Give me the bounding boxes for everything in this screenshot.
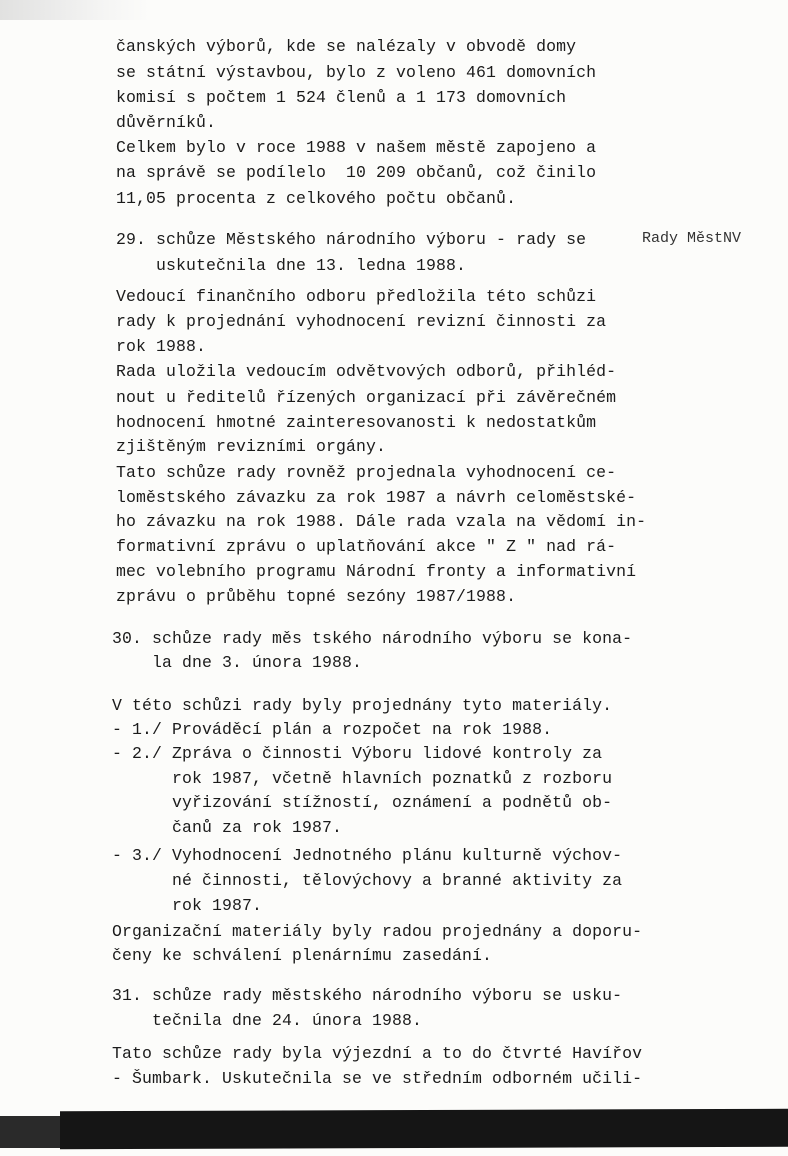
section-heading: tečnila dne 24. února 1988. <box>112 1011 423 1030</box>
text-line: rady k projednání vyhodnocení revizní činnosti za <box>116 312 607 331</box>
section-heading: uskutečnila dne 13. ledna 1988. <box>116 256 467 275</box>
text-line: zjištěným revizními orgány. <box>116 437 387 456</box>
text-line: Celkem bylo v roce 1988 v našem městě zapojeno a <box>116 138 597 157</box>
text-line: Tato schůze rady byla výjezdní a to do čtvrté Havířov <box>112 1044 643 1063</box>
text-line: Rada uložila vedoucím odvětvových odborů, přihléd- <box>116 362 617 381</box>
section-heading: la dne 3. února 1988. <box>112 653 363 672</box>
text-line: hodnocení hmotné zainteresovanosti k nedostatkům <box>116 413 597 432</box>
margin-note: Rady MěstNV <box>642 230 742 247</box>
text-line: ho závazku na rok 1988. Dále rada vzala na vědomí in- <box>116 512 647 531</box>
text-line: Organizační materiály byly radou projednány a doporu- <box>112 922 643 941</box>
text-line: rok 1988. <box>116 337 207 356</box>
text-line: čeny ke schválení plenárnímu zasedání. <box>112 946 493 965</box>
text-line: loměstského závazku za rok 1987 a návrh celoměstské- <box>116 488 637 507</box>
text-line: 11,05 procenta z celkového počtu občanů. <box>116 189 517 208</box>
text-line: zprávu o průběhu topné sezóny 1987/1988. <box>116 587 517 606</box>
text-line: čanských výborů, kde se nalézaly v obvodě domy <box>116 37 577 56</box>
scan-edge <box>60 1109 788 1150</box>
list-item: - 3./ Vyhodnocení Jednotného plánu kulturně výchov- <box>112 846 623 865</box>
text-line: Vedoucí finančního odboru předložila této schůzi <box>116 287 597 306</box>
list-item: čanů za rok 1987. <box>112 818 343 837</box>
text-line: na správě se podílelo 10 209 občanů, což činilo <box>116 163 597 182</box>
text-line: komisí s počtem 1 524 členů a 1 173 domovních <box>116 88 567 107</box>
section-heading: 30. schůze rady měs tského národního výboru se kona- <box>112 629 633 648</box>
text-line: formativní zprávu o uplatňování akce " Z " nad rá- <box>116 537 617 556</box>
text-line: nout u ředitelů řízených organizací při závěrečném <box>116 388 617 407</box>
text-line: - Šumbark. Uskutečnila se ve středním odborném učili- <box>112 1069 643 1088</box>
list-item: vyřizování stížností, oznámení a podnětů ob- <box>112 793 613 812</box>
list-item: rok 1987. <box>112 896 263 915</box>
list-item: - 2./ Zpráva o činnosti Výboru lidové kontroly za <box>112 744 603 763</box>
list-item: rok 1987, včetně hlavních poznatků z rozboru <box>112 769 613 788</box>
scan-shadow <box>0 0 150 20</box>
section-heading: 31. schůze rady městského národního výboru se usku- <box>112 986 623 1005</box>
list-item: né činnosti, tělovýchovy a branné aktivity za <box>112 871 623 890</box>
text-line: se státní výstavbou, bylo z voleno 461 domovních <box>116 63 597 82</box>
section-heading: 29. schůze Městského národního výboru - rady se <box>116 230 587 249</box>
text-line: mec volebního programu Národní fronty a informativní <box>116 562 637 581</box>
text-line: důvěrníků. <box>116 113 217 132</box>
text-line: V této schůzi rady byly projednány tyto materiály. <box>112 696 613 715</box>
text-line: Tato schůze rady rovněž projednala vyhodnocení ce- <box>116 463 617 482</box>
list-item: - 1./ Prováděcí plán a rozpočet na rok 1988. <box>112 720 553 739</box>
